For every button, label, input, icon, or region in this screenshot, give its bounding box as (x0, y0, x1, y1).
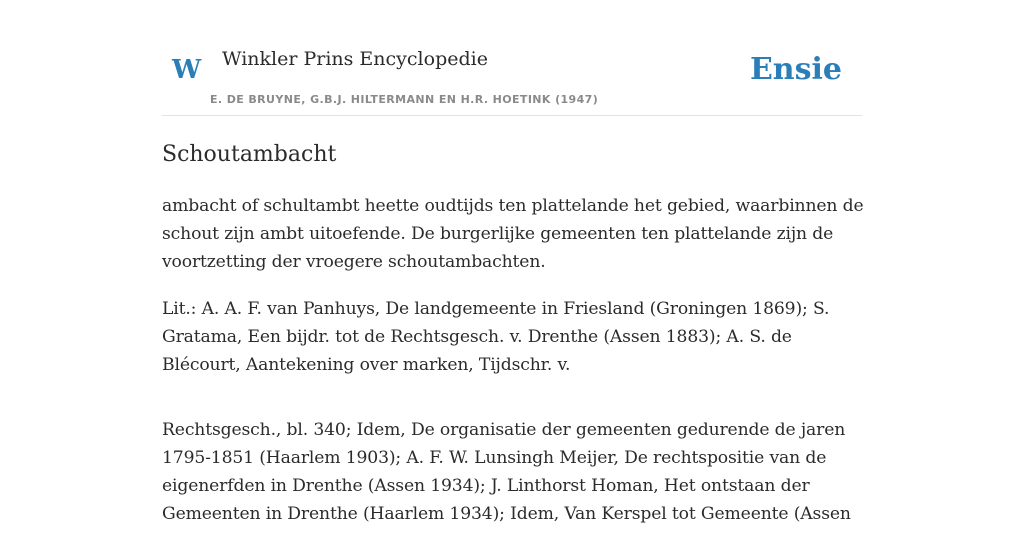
article-paragraph: Lit.: A. A. F. van Panhuys, De landgemeente in Friesland (Groningen 1869); S. Gratama, Een bijdr. tot de Rechtsgesch. v. Drenthe (Assen 1883); A. S. de Blécourt, Aantekening over marken, Tijdschr. v. (162, 299, 830, 375)
source-title[interactable]: Winkler Prins Encyclopedie (222, 48, 488, 70)
article-title: Schoutambacht (162, 142, 337, 167)
article-paragraph: ambacht of schultambt heette oudtijds ten plattelande het gebied, waarbinnen de schout zijn ambt uitoefende. De burgerlijke gemeenten ten plattelande zijn de voortzetting der vroegere schoutambachten. (162, 196, 864, 272)
article-body (162, 192, 872, 547)
brand-logo[interactable]: Ensie (749, 52, 842, 87)
article-paragraph: Rechtsgesch., bl. 340; Idem, De organisatie der gemeenten gedurende de jaren 1795-1851 (Haarlem 1903); A. F. W. Lunsingh Meijer, De rechtspositie van de eigenerfden in Drenthe (Assen 1934); J. Linthorst Homan, Het ontstaan der Gemeenten in Drenthe (Haarlem 1934); Idem, Van Kerspel tot Gemeente (Assen (162, 420, 851, 524)
source-header (162, 30, 862, 116)
source-logo[interactable]: W (172, 55, 202, 85)
source-authors: E. DE BRUYNE, G.B.J. HILTERMANN EN H.R. HOETINK (1947) (210, 93, 599, 106)
